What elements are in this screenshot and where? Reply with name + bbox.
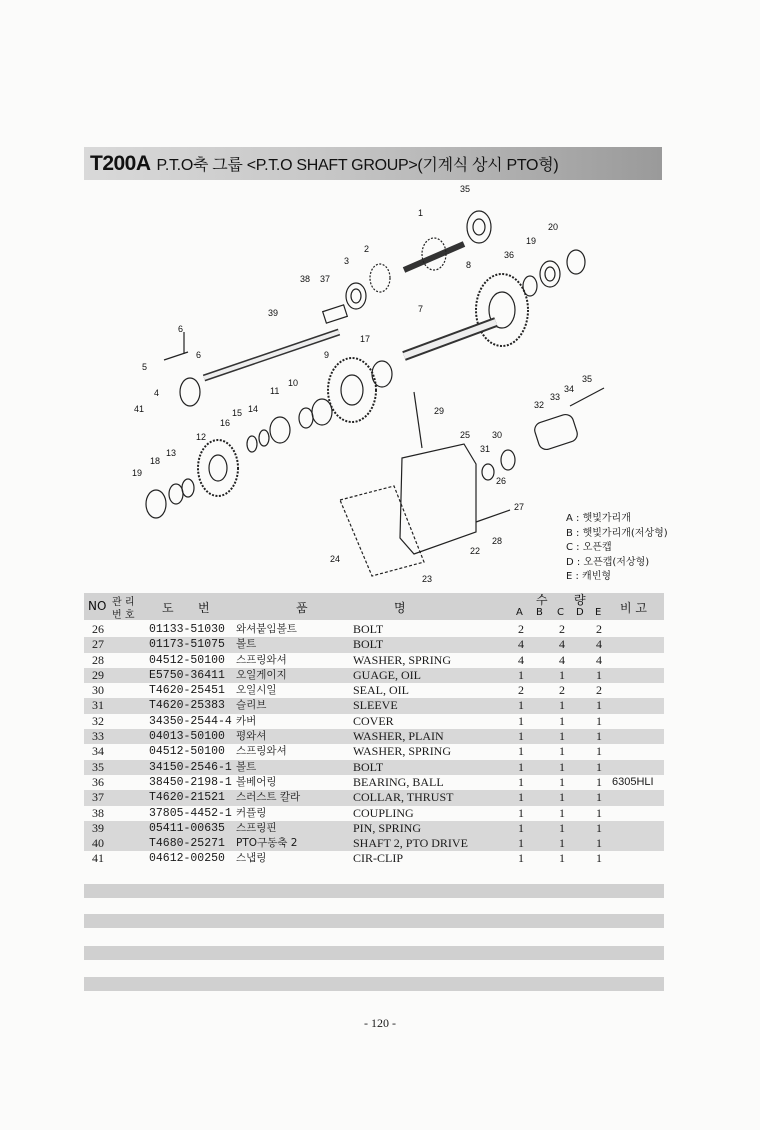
header-qty-1: 수	[536, 593, 548, 607]
row-qty-a: 4	[518, 637, 524, 652]
coupling-38	[323, 305, 348, 323]
row-korean-name: 볼트	[236, 760, 257, 773]
row-qty-e: 1	[596, 836, 602, 851]
row-no: 32	[92, 713, 104, 728]
empty-row-band	[84, 914, 664, 928]
callout-27: 27	[514, 502, 525, 512]
callout-6b: 6	[196, 350, 202, 360]
callout-33: 33	[550, 392, 561, 402]
header-name-2: 명	[394, 601, 406, 615]
seal-31	[482, 464, 494, 480]
row-english-name: WASHER, SPRING	[353, 652, 452, 667]
callout-20: 19	[526, 236, 537, 246]
seal-21	[567, 250, 585, 274]
row-part-number: 37805-4452-1	[149, 806, 232, 820]
row-korean-name: 볼베어링	[236, 775, 277, 788]
table-row	[84, 714, 664, 729]
page-number: - 120 -	[364, 1016, 396, 1030]
table-row	[84, 821, 664, 836]
empty-row-band	[84, 977, 664, 991]
row-korean-name: 볼트	[236, 638, 257, 651]
row-qty-a: 1	[518, 698, 524, 713]
table-row	[84, 653, 664, 668]
bolt-35	[570, 388, 604, 406]
callout-24: 24	[330, 554, 341, 564]
row-korean-name: 스프링와셔	[236, 745, 287, 758]
row-qty-c: 1	[559, 667, 565, 682]
callout-41: 41	[134, 404, 145, 414]
callout-23: 23	[422, 574, 433, 584]
callout-19: 19	[132, 468, 143, 478]
row-korean-name: 오일게이지	[236, 668, 287, 681]
row-qty-a: 2	[518, 683, 524, 698]
bearing-4	[180, 378, 200, 406]
table-row	[84, 698, 664, 713]
header-no: NO	[88, 599, 107, 613]
callout-39: 38	[300, 274, 311, 284]
row-no: 29	[92, 667, 104, 682]
row-qty-c: 1	[559, 729, 565, 744]
row-part-number: 04013-50100	[149, 730, 225, 744]
row-korean-name: 스프링핀	[236, 821, 277, 834]
callout-38: 37	[320, 274, 331, 284]
collar-37	[523, 276, 537, 296]
row-qty-c: 1	[559, 805, 565, 820]
callout-10: 10	[288, 378, 299, 388]
model-legend	[566, 512, 676, 585]
row-qty-c: 1	[559, 774, 565, 789]
callout-9: 9	[324, 350, 330, 360]
ball-bearing-36	[467, 211, 491, 243]
row-no: 30	[92, 683, 104, 698]
bearing-3	[346, 283, 366, 309]
row-korean-name: 커플링	[236, 806, 267, 819]
row-qty-c: 1	[559, 790, 565, 805]
ring-14	[259, 430, 269, 446]
row-part-number: 01133-51030	[149, 623, 225, 636]
row-part-number: T4620-25451	[149, 684, 225, 698]
row-no: 35	[92, 759, 104, 774]
row-english-name: BOLT	[353, 622, 384, 636]
header-drawing-1: 도	[162, 601, 174, 615]
gear-shaft-1	[404, 238, 464, 270]
empty-row-band	[84, 946, 664, 960]
row-korean-name: 카버	[236, 714, 257, 727]
callout-16: 16	[220, 418, 231, 428]
row-qty-e: 2	[596, 683, 602, 698]
header-mgmt-2: 번 호	[112, 610, 135, 621]
row-qty-e: 1	[596, 744, 602, 759]
header-remarks: 비 고	[620, 601, 647, 615]
row-no: 36	[92, 774, 104, 789]
row-english-name: BEARING, BALL	[353, 774, 444, 789]
row-korean-name: 평와셔	[236, 730, 267, 743]
row-part-number: 05411-00635	[149, 821, 225, 835]
oil-gauge-29	[414, 392, 422, 448]
callout-34: 34	[564, 384, 575, 394]
row-korean-name: 스러스트 칼라	[236, 791, 301, 804]
callout-22: 22	[470, 546, 481, 556]
row-qty-c: 1	[559, 713, 565, 728]
empty-row-band	[84, 884, 664, 898]
header-name-1: 품	[296, 601, 308, 615]
callout-1: 1	[418, 208, 424, 218]
row-english-name: WASHER, SPRING	[353, 744, 452, 759]
row-no: 26	[92, 622, 104, 636]
row-qty-e: 4	[596, 652, 602, 667]
gear-8	[476, 274, 528, 346]
callout-14: 14	[248, 404, 259, 414]
row-qty-e: 1	[596, 851, 602, 866]
callout-32: 32	[534, 400, 545, 410]
row-part-number: 04512-50100	[149, 745, 225, 759]
row-part-number: 34150-2546-1	[149, 760, 232, 774]
table-row	[84, 622, 664, 637]
callout-37: 36	[504, 250, 515, 260]
row-no: 33	[92, 729, 104, 744]
callout-35: 35	[582, 374, 593, 384]
row-english-name: SLEEVE	[353, 698, 398, 713]
bearing-16	[270, 417, 290, 443]
row-qty-c: 4	[559, 637, 565, 652]
row-korean-name: 스프링와셔	[236, 653, 287, 666]
group-title: P.T.O축 그룹 <P.T.O SHAFT GROUP>(기계식 상시 PTO형)	[156, 157, 559, 174]
parts-table-body	[84, 622, 664, 867]
row-english-name: WASHER, PLAIN	[353, 729, 444, 744]
row-qty-a: 1	[518, 774, 524, 789]
seal-30	[501, 450, 515, 470]
row-qty-e: 1	[596, 667, 602, 682]
callout-8: 8	[466, 260, 472, 270]
ring-18	[169, 484, 183, 504]
row-korean-name: 오일시일	[236, 684, 277, 697]
callout-26: 26	[496, 476, 507, 486]
row-english-name: SHAFT 2, PTO DRIVE	[353, 836, 468, 851]
callout-28: 28	[492, 536, 503, 546]
row-qty-a: 1	[518, 836, 524, 851]
cover-housing	[400, 444, 476, 554]
header-qty-b: B	[536, 607, 543, 618]
callout-31: 31	[480, 444, 491, 454]
row-qty-e: 1	[596, 729, 602, 744]
row-english-name: SEAL, OIL	[353, 683, 409, 698]
row-qty-a: 1	[518, 713, 524, 728]
row-qty-c: 1	[559, 820, 565, 835]
legend-item-a: A : 햇빛가리개	[566, 513, 631, 524]
row-no: 28	[92, 652, 104, 667]
row-qty-a: 1	[518, 667, 524, 682]
table-row	[84, 668, 664, 683]
bearing-10	[312, 399, 332, 425]
row-qty-a: 1	[518, 820, 524, 835]
row-qty-c: 1	[559, 744, 565, 759]
row-part-number: 04512-50100	[149, 653, 225, 667]
row-english-name: COUPLING	[353, 805, 414, 820]
bolt-27	[476, 510, 510, 522]
pto-drive-shaft-2	[204, 332, 339, 378]
header-qty-2: 량	[574, 593, 586, 607]
header-mgmt-1: 관 리	[112, 597, 135, 608]
bearing-20	[540, 261, 560, 287]
row-qty-a: 1	[518, 729, 524, 744]
row-qty-a: 1	[518, 805, 524, 820]
row-qty-e: 1	[596, 805, 602, 820]
callout-40: 39	[268, 308, 279, 318]
bearing-19	[146, 490, 166, 518]
callout-21: 20	[548, 222, 559, 232]
gear-12	[198, 440, 238, 496]
row-qty-e: 2	[596, 622, 602, 636]
row-part-number: E5750-36411	[149, 668, 225, 682]
legend-item-b: B : 햇빛가리개(저상형)	[566, 527, 668, 539]
callout-29: 29	[434, 406, 445, 416]
row-english-name: BOLT	[353, 759, 384, 774]
callout-36: 35	[460, 184, 471, 194]
row-english-name: CIR-CLIP	[353, 851, 404, 866]
row-part-number: T4620-25383	[149, 699, 225, 713]
row-qty-a: 4	[518, 652, 524, 667]
row-no: 27	[92, 637, 104, 652]
legend-item-c: C : 오픈캡	[566, 542, 612, 554]
row-qty-a: 1	[518, 790, 524, 805]
page-title	[90, 152, 558, 176]
row-qty-a: 2	[518, 622, 524, 636]
header-qty-e: E	[595, 607, 602, 618]
legend-item-e: E : 캐빈형	[566, 571, 612, 583]
row-part-number: T4680-25271	[149, 837, 225, 851]
callout-12: 12	[196, 432, 207, 442]
sleeve-32	[533, 413, 580, 452]
row-qty-a: 1	[518, 759, 524, 774]
row-part-number: T4620-21521	[149, 791, 225, 805]
row-qty-c: 1	[559, 851, 565, 866]
row-part-number: 38450-2198-1	[149, 775, 232, 789]
row-english-name: COLLAR, THRUST	[353, 790, 454, 805]
row-qty-c: 1	[559, 836, 565, 851]
row-english-name: BOLT	[353, 637, 384, 652]
header-drawing-2: 번	[198, 601, 210, 615]
callout-17: 17	[360, 334, 371, 344]
row-part-number: 34350-2544-4	[149, 714, 232, 728]
row-remarks: 6305HLI	[612, 775, 654, 788]
callout-25: 25	[460, 430, 471, 440]
callout-5: 5	[142, 362, 148, 372]
shaft-7	[404, 322, 496, 356]
table-row	[84, 729, 664, 744]
row-qty-e: 1	[596, 774, 602, 789]
header-qty-a: A	[516, 607, 523, 618]
table-row	[84, 851, 664, 866]
row-no: 40	[92, 836, 104, 851]
row-korean-name: 스냅링	[236, 852, 267, 865]
row-qty-c: 2	[559, 622, 565, 636]
parts-table-header	[84, 593, 664, 620]
row-korean-name: 슬리브	[236, 699, 267, 712]
table-row	[84, 775, 664, 790]
table-row	[84, 790, 664, 805]
ring-11	[299, 408, 313, 428]
callout-3: 3	[344, 256, 350, 266]
row-no: 41	[92, 851, 104, 866]
table-row	[84, 744, 664, 759]
row-qty-a: 1	[518, 851, 524, 866]
header-qty-c: C	[557, 607, 564, 618]
bearing-17	[372, 361, 392, 387]
table-row	[84, 683, 664, 698]
gear-9	[328, 358, 376, 422]
row-no: 34	[92, 744, 104, 759]
row-korean-name: PTO구동축 2	[236, 837, 298, 850]
row-english-name: GUAGE, OIL	[353, 667, 421, 682]
gear-2	[370, 264, 390, 292]
header-qty-d: D	[576, 607, 584, 618]
callout-15: 15	[232, 408, 243, 418]
callout-11: 11	[270, 386, 280, 396]
row-no: 38	[92, 805, 104, 820]
group-code: T200A	[90, 152, 151, 175]
row-korean-name: 와셔붙임볼트	[236, 623, 297, 635]
row-qty-e: 1	[596, 820, 602, 835]
row-english-name: COVER	[353, 713, 394, 728]
row-part-number: 01173-51075	[149, 638, 225, 652]
row-qty-c: 1	[559, 698, 565, 713]
table-row	[84, 836, 664, 851]
table-row	[84, 806, 664, 821]
legend-item-d: D : 오픈캡(저상형)	[566, 556, 650, 568]
row-no: 31	[92, 698, 104, 713]
row-qty-e: 1	[596, 713, 602, 728]
row-no: 39	[92, 820, 104, 835]
row-qty-e: 4	[596, 637, 602, 652]
row-qty-c: 1	[559, 759, 565, 774]
table-row	[84, 637, 664, 652]
callout-18: 18	[150, 456, 161, 466]
ring-13	[182, 479, 194, 497]
row-no: 37	[92, 790, 104, 805]
row-qty-e: 1	[596, 698, 602, 713]
ring-15	[247, 436, 257, 452]
row-qty-c: 4	[559, 652, 565, 667]
callout-13: 13	[166, 448, 177, 458]
callout-7: 7	[418, 304, 424, 314]
row-qty-e: 1	[596, 759, 602, 774]
row-qty-c: 2	[559, 683, 565, 698]
callout-2: 2	[364, 244, 370, 254]
callout-30: 30	[492, 430, 503, 440]
callout-4: 4	[154, 388, 160, 398]
callout-6a: 6	[178, 324, 184, 334]
row-qty-a: 1	[518, 744, 524, 759]
row-english-name: PIN, SPRING	[353, 820, 422, 835]
table-row	[84, 760, 664, 775]
row-qty-e: 1	[596, 790, 602, 805]
row-part-number: 04612-00250	[149, 852, 225, 866]
